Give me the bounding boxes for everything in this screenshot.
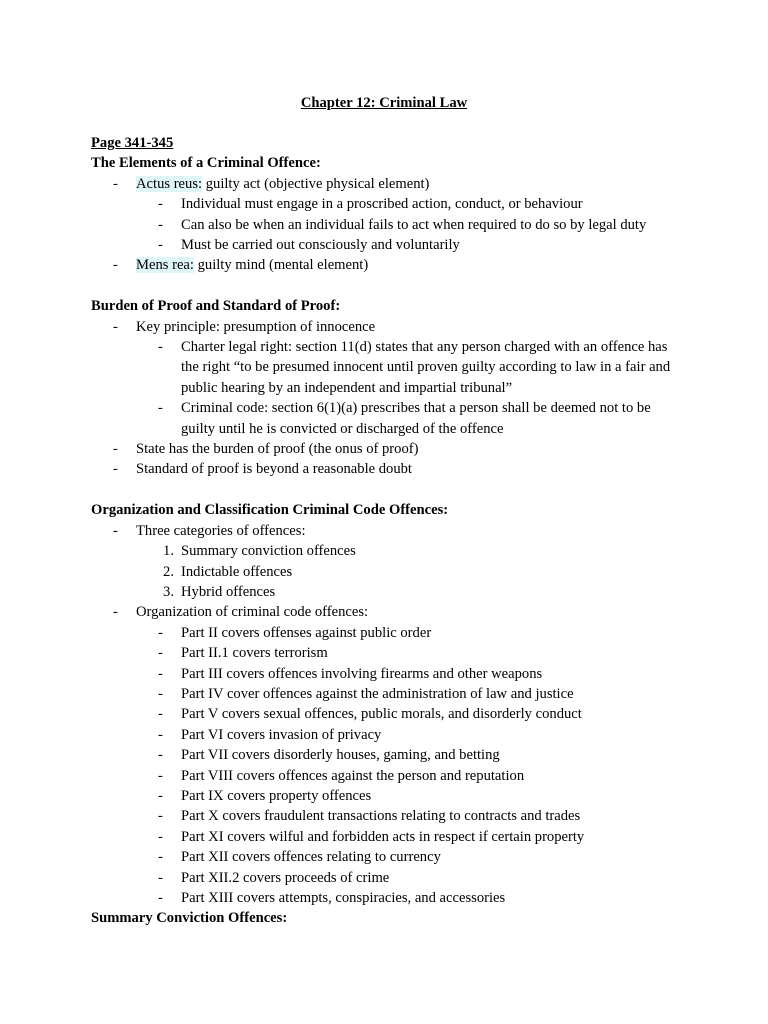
list-item [91, 684, 681, 704]
sub-bullet-text: Charter legal right: section 11(d) states that any person charged with an offence has the right “to be presumed innocent until proven guilty according to law in a fair and public hearing by an independent and impartial tribunal” [181, 339, 671, 396]
bullet-dash: - [158, 665, 163, 682]
bullet-dash: - [158, 216, 163, 233]
bullet-dash: - [158, 849, 163, 866]
highlighted-term: Actus reus: [136, 175, 203, 192]
list-item [91, 664, 681, 684]
bullet-dash: - [158, 808, 163, 825]
item-number: 3. [163, 583, 174, 600]
section-heading-burden: Burden of Proof and Standard of Proof: [91, 298, 341, 315]
bullet-mens-rea [91, 255, 691, 275]
bullet-text: Organization of criminal code offences: [136, 604, 369, 621]
sub-bullet [91, 215, 681, 235]
list-item [91, 847, 681, 867]
sub-bullet [91, 235, 681, 255]
bullet-dash: - [158, 726, 163, 743]
bullet-dash: - [158, 787, 163, 804]
bullet-dash: - [158, 747, 163, 764]
bullet-state-burden [91, 439, 691, 459]
bullet-dash: - [158, 196, 163, 213]
list-item [91, 806, 681, 826]
bullet-dash: - [158, 828, 163, 845]
list-item [91, 623, 681, 643]
blank-line [91, 276, 691, 296]
list-item-text: Part II.1 covers terrorism [181, 645, 328, 662]
list-item [91, 888, 681, 908]
bullet-dash: - [113, 257, 118, 274]
bullet-text: State has the burden of proof (the onus of proof) [136, 441, 419, 458]
item-number: 2. [163, 563, 174, 580]
numbered-item-text: Summary conviction offences [181, 543, 356, 560]
list-item-text: Part XII covers offences relating to currency [181, 849, 441, 866]
document-body [91, 133, 691, 929]
sub-bullet-text: Must be carried out consciously and voluntarily [181, 237, 460, 254]
list-item [91, 704, 681, 724]
bullet-dash: - [158, 685, 163, 702]
list-item-text: Part X covers fraudulent transactions relating to contracts and trades [181, 808, 581, 825]
bullet-dash: - [113, 461, 118, 478]
list-item-text: Part VI covers invasion of privacy [181, 726, 382, 743]
bullet-organization [91, 602, 691, 622]
term-definition: guilty act (objective physical element) [202, 175, 430, 192]
bullet-dash: - [158, 890, 163, 906]
bullet-dash: - [113, 441, 118, 458]
list-item-text: Part V covers sexual offences, public morals, and disorderly conduct [181, 706, 582, 723]
bullet-dash: - [158, 645, 163, 662]
bullet-standard-of-proof [91, 459, 691, 479]
bullet-dash: - [113, 318, 118, 335]
sub-bullet-text: Can also be when an individual fails to act when required to do so by legal duty [181, 216, 647, 233]
bullet-dash: - [158, 767, 163, 784]
term-definition: guilty mind (mental element) [193, 257, 369, 274]
sub-bullet-charter [91, 337, 681, 398]
list-item [91, 725, 681, 745]
list-item [91, 827, 681, 847]
sub-bullet-criminal-code [91, 398, 681, 439]
bullet-dash: - [158, 624, 163, 641]
section-heading-organization: Organization and Classification Criminal Code Offences: [91, 502, 449, 519]
bullet-dash: - [158, 339, 163, 356]
list-item [91, 766, 681, 786]
numbered-item [91, 541, 681, 561]
bullet-dash: - [113, 175, 118, 192]
section-heading-elements: The Elements of a Criminal Offence: [91, 155, 321, 172]
bullet-text: Key principle: presumption of innocence [136, 318, 376, 335]
page-title: Chapter 12: Criminal Law [300, 95, 468, 111]
parts-list [91, 623, 691, 909]
bullet-actus-reus [91, 174, 691, 194]
list-item-text: Part IX covers property offences [181, 787, 372, 804]
list-item-text: Part XI covers wilful and forbidden acts in respect if certain property [181, 828, 585, 845]
bullet-dash: - [158, 869, 163, 886]
list-item-text: Part VII covers disorderly houses, gaming, and betting [181, 747, 500, 764]
bullet-dash: - [113, 522, 118, 539]
list-item [91, 868, 681, 888]
item-number: 1. [163, 543, 174, 560]
bullet-text: Standard of proof is beyond a reasonable doubt [136, 461, 412, 478]
bullet-text: Three categories of offences: [136, 522, 306, 539]
list-item-text: Part XIII covers attempts, conspiracies, and accessories [181, 890, 506, 906]
blank-line [91, 480, 691, 500]
list-item-text: Part III covers offences involving firearms and other weapons [181, 665, 543, 682]
list-item-text: Part IV cover offences against the administration of law and justice [181, 685, 574, 702]
numbered-item [91, 582, 681, 602]
numbered-item-text: Hybrid offences [181, 583, 276, 600]
bullet-dash: - [158, 706, 163, 723]
page-reference: Page 341-345 [91, 135, 174, 151]
bullet-key-principle [91, 317, 691, 337]
bullet-dash: - [158, 400, 163, 417]
list-item-text: Part XII.2 covers proceeds of crime [181, 869, 390, 886]
bullet-three-categories [91, 521, 691, 541]
sub-bullet [91, 194, 681, 214]
list-item-text: Part VIII covers offences against the person and reputation [181, 767, 525, 784]
list-item [91, 745, 681, 765]
highlighted-term: Mens rea: [136, 257, 194, 274]
bullet-dash: - [158, 237, 163, 254]
sub-bullet-text: Criminal code: section 6(1)(a) prescribes that a person shall be deemed not to be guilty until he is convicted or discharged of the offence [181, 400, 651, 437]
list-item [91, 643, 681, 663]
numbered-item [91, 562, 681, 582]
bullet-dash: - [113, 604, 118, 621]
list-item-text: Part II covers offenses against public order [181, 624, 432, 641]
list-item [91, 786, 681, 806]
numbered-item-text: Indictable offences [181, 563, 293, 580]
section-heading-summary: Summary Conviction Offences: [91, 910, 288, 927]
sub-bullet-text: Individual must engage in a proscribed action, conduct, or behaviour [181, 196, 583, 213]
